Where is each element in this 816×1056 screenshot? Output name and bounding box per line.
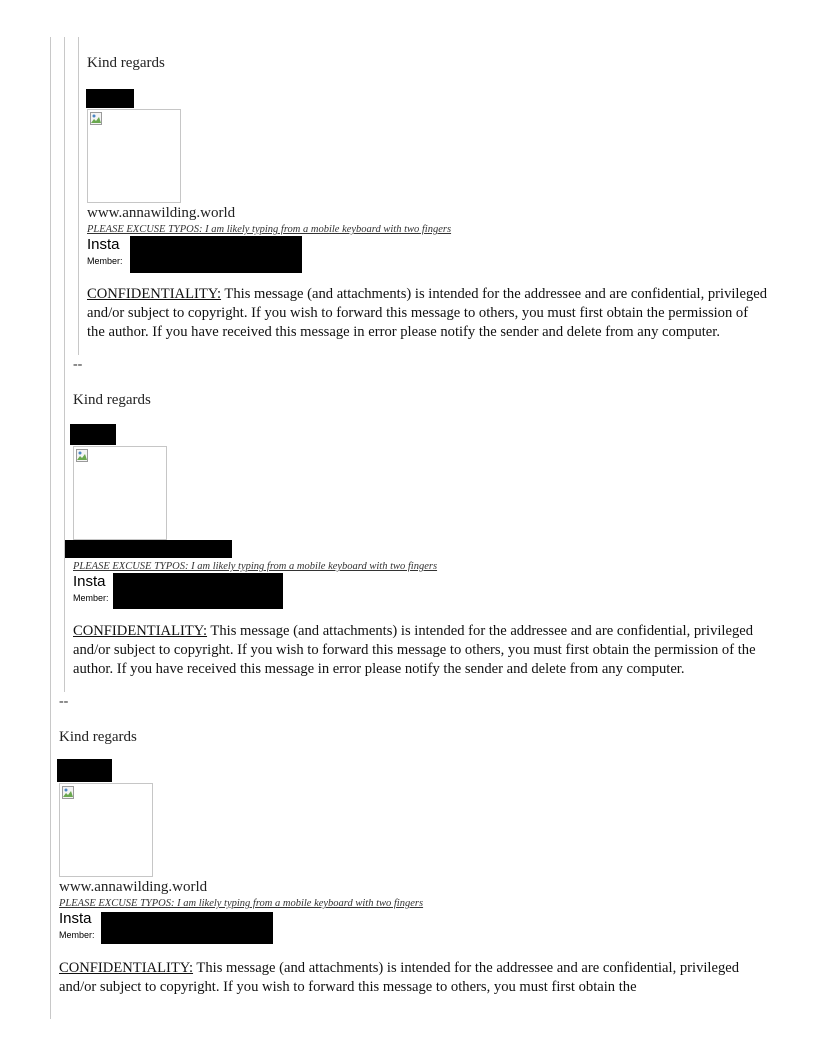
typos-note: PLEASE EXCUSE TYPOS: I am likely typing from a mobile keyboard with two fingers	[87, 224, 452, 235]
insta-label: Insta	[59, 910, 92, 927]
typos-note: PLEASE EXCUSE TYPOS: I am likely typing from a mobile keyboard with two fingers	[73, 561, 438, 572]
signature-image	[87, 109, 181, 203]
insta-label: Insta	[87, 236, 120, 253]
confidentiality-text: This message (and attachments) is intended for the addressee and are confidential, privileged and/or subject to copyright. If you wish to forward this message to others, you must first obtain the permission of the author. If you have received this message in error please notify the sender and delete from any computer.	[87, 286, 768, 340]
quote-bar-outer	[50, 37, 51, 1019]
member-label: Member:	[59, 930, 95, 940]
redacted-contact	[113, 573, 283, 609]
confidentiality-notice	[59, 959, 759, 997]
confidentiality-notice	[73, 622, 756, 679]
confidentiality-label: CONFIDENTIALITY:	[87, 286, 222, 302]
closing-text: Kind regards	[73, 392, 151, 408]
signature-image	[59, 783, 153, 877]
confidentiality-label: CONFIDENTIALITY:	[73, 623, 208, 639]
confidentiality-text: This message (and attachments) is intended for the addressee and are confidential, privileged and/or subject to copyright. If you wish to forward this message to others, you must first obtain the permission of the author. If you have received this message in error please notify the sender and delete from any computer.	[73, 623, 756, 677]
website-link[interactable]: www.annawilding.world	[87, 205, 236, 221]
broken-image-icon	[62, 786, 76, 800]
member-label: Member:	[73, 593, 109, 603]
signature-image	[73, 446, 167, 540]
redacted-website	[65, 540, 232, 558]
typos-note: PLEASE EXCUSE TYPOS: I am likely typing from a mobile keyboard with two fingers	[59, 898, 424, 909]
member-label: Member:	[87, 256, 123, 266]
signature-separator: --	[59, 694, 69, 709]
quote-bar-inner	[78, 37, 79, 355]
redacted-name	[70, 424, 116, 445]
quote-bar-middle	[64, 37, 65, 692]
broken-image-icon	[76, 449, 90, 463]
website-link[interactable]: www.annawilding.world	[59, 879, 208, 895]
redacted-name	[57, 759, 112, 782]
redacted-contact	[130, 236, 302, 273]
broken-image-icon	[90, 112, 104, 126]
redacted-name	[86, 89, 134, 108]
closing-text: Kind regards	[59, 729, 137, 745]
confidentiality-notice	[87, 285, 769, 342]
signature-separator: --	[73, 357, 83, 372]
insta-label: Insta	[73, 573, 106, 590]
redacted-contact	[101, 912, 273, 944]
closing-text: Kind regards	[87, 55, 165, 71]
confidentiality-text: This message (and attachments) is intended for the addressee and are confidential, privileged and/or subject to copyright. If you wish to forward this message to others, you must first obtain the	[59, 960, 740, 995]
confidentiality-label: CONFIDENTIALITY:	[59, 960, 194, 976]
